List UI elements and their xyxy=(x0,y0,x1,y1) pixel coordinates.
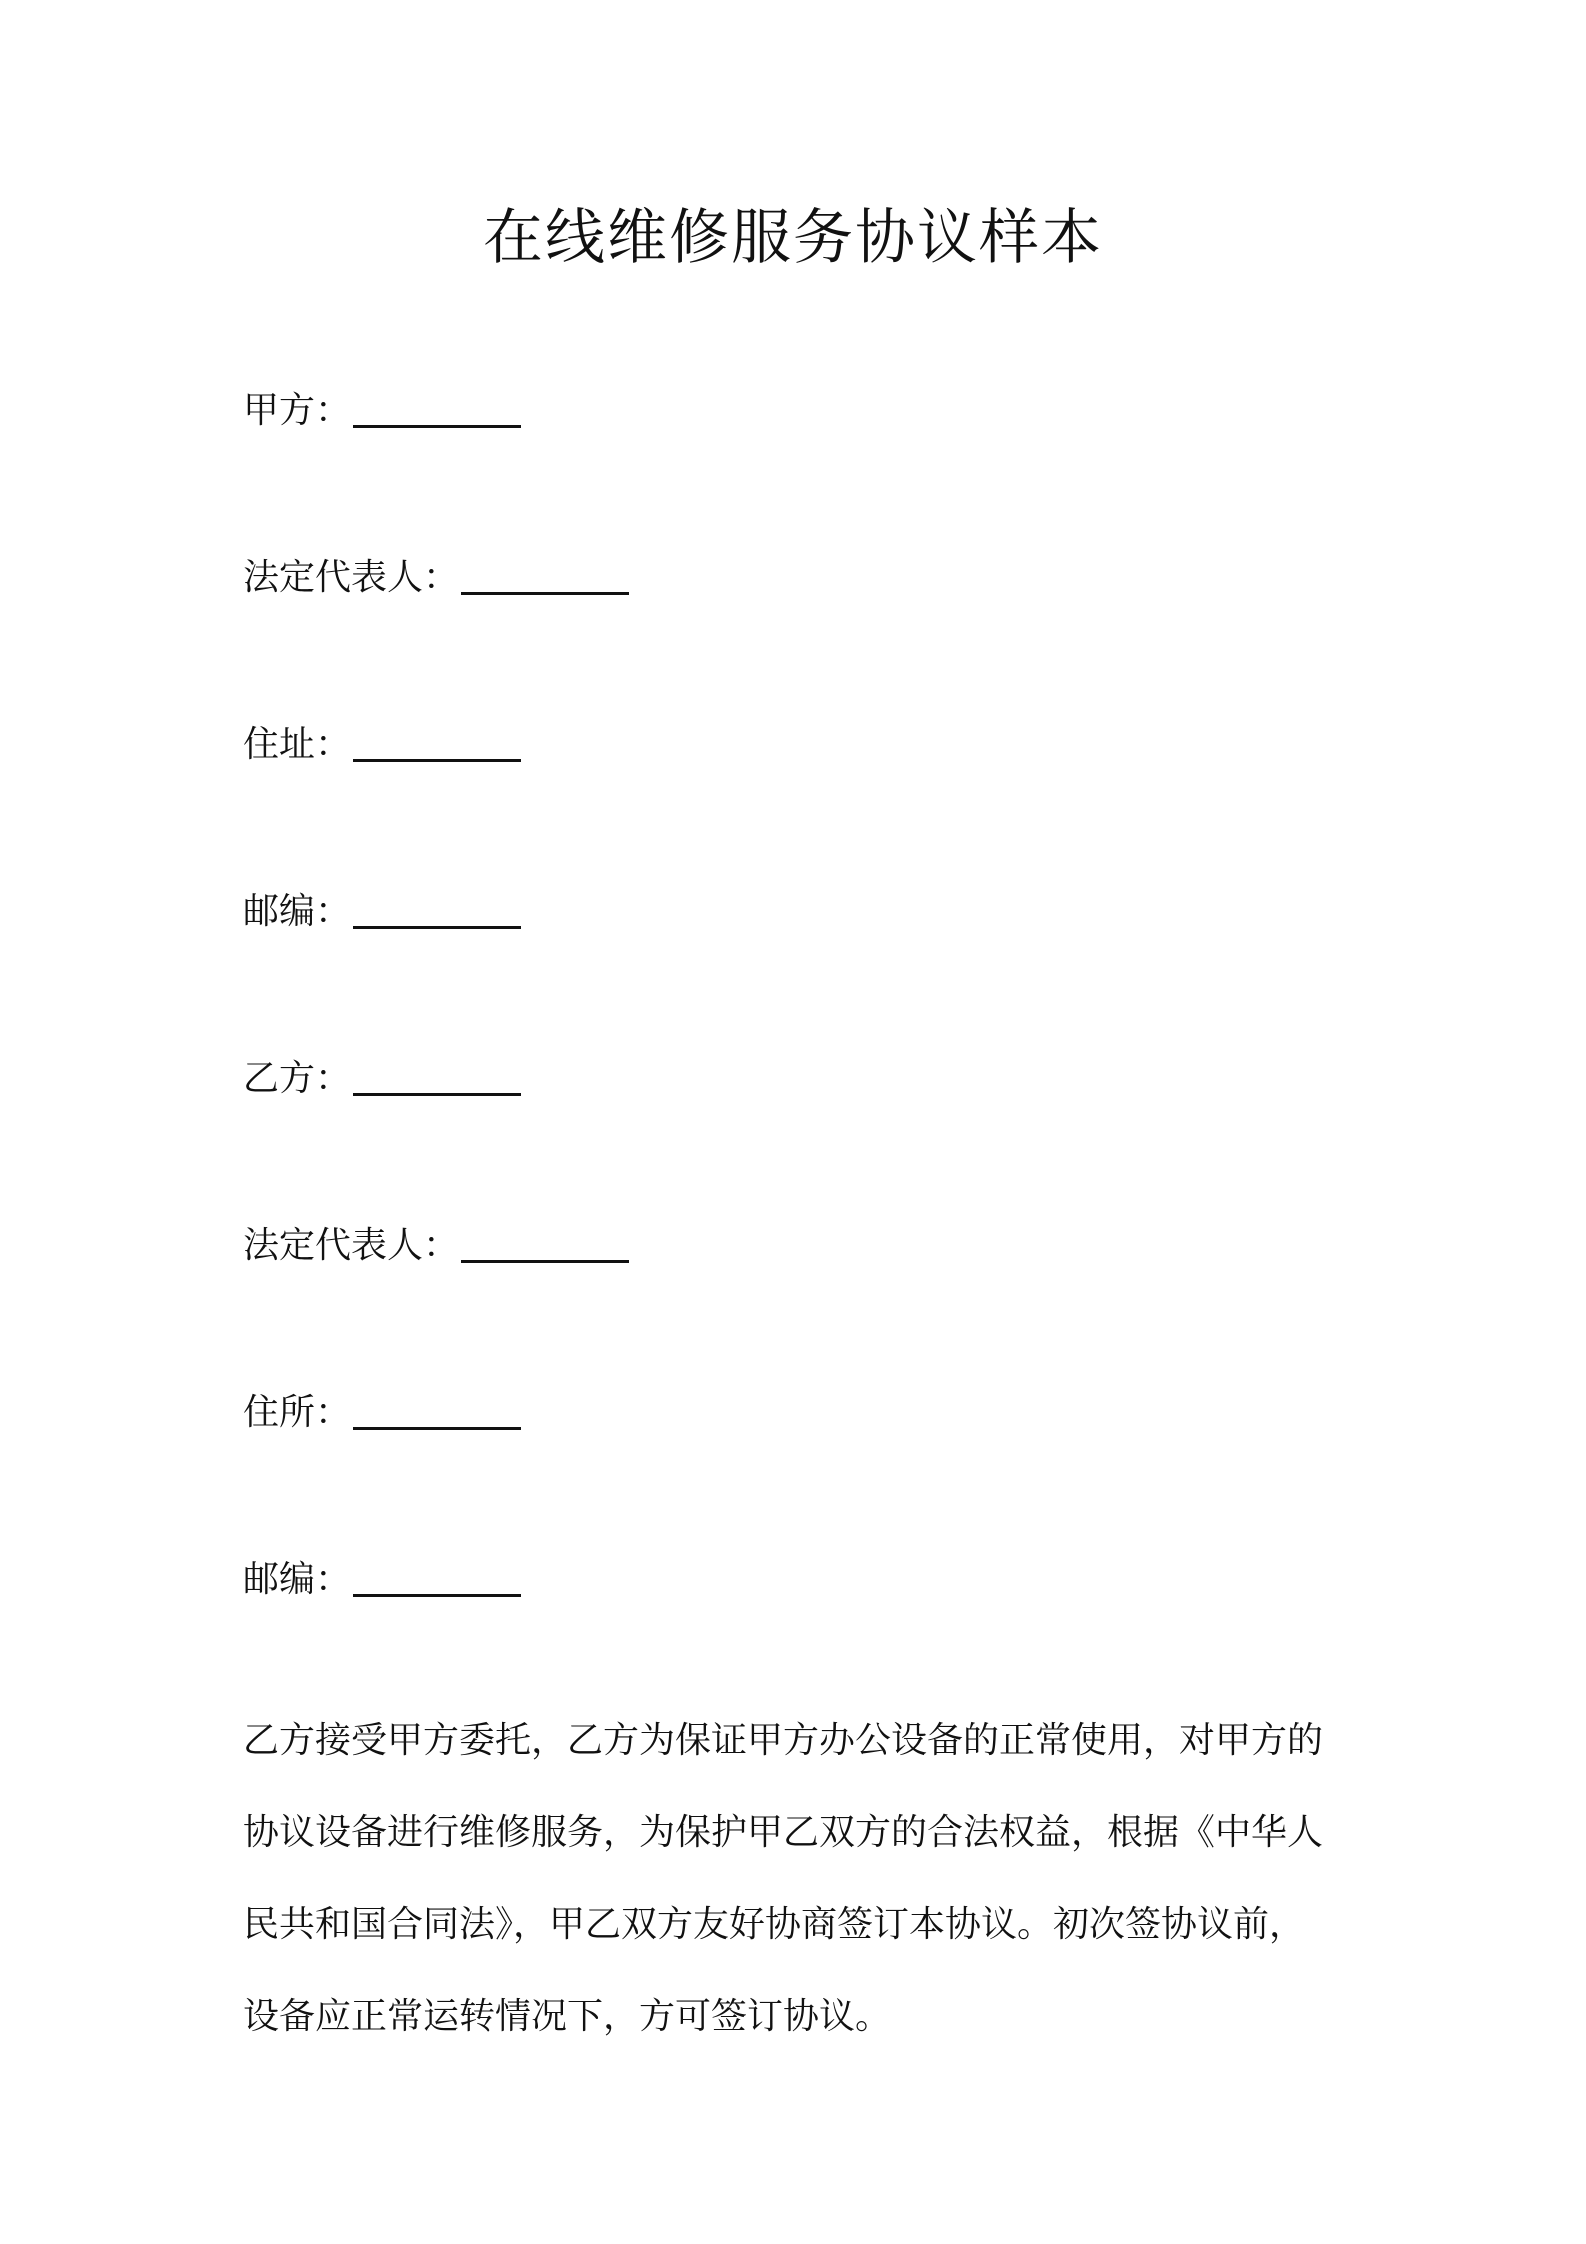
party-a-blank xyxy=(353,387,521,428)
paragraph-line: 协议设备进行维修服务，为保护甲乙双方的合法权益，根据《中华人 xyxy=(243,1812,1324,1853)
party-a-postcode-label: 邮编： xyxy=(243,891,352,932)
paragraph-line: 民共和国合同法》，甲乙双方友好协商签订本协议。初次签协议前， xyxy=(243,1904,1306,1945)
paragraph-line: 设备应正常运转情况下，方可签订协议。 xyxy=(243,1996,892,2037)
party-b-label: 乙方： xyxy=(243,1058,352,1099)
party-a-label: 甲方： xyxy=(243,390,352,431)
party-a-postcode-field xyxy=(243,879,521,935)
party-b-residence-field xyxy=(243,1380,521,1436)
party-b-legal-rep-label: 法定代表人： xyxy=(243,1225,460,1266)
document-title: 在线维修服务协议样本 xyxy=(483,203,1103,273)
party-b-legal-rep-field xyxy=(243,1213,629,1269)
party-b-field xyxy=(243,1046,521,1102)
party-b-legal-rep-blank xyxy=(461,1222,629,1263)
party-a-legal-rep-field xyxy=(243,545,629,601)
party-a-field xyxy=(243,378,521,434)
party-a-address-label: 住址： xyxy=(243,724,352,765)
party-b-blank xyxy=(353,1055,521,1096)
agreement-intro-paragraph xyxy=(243,1695,1358,2063)
party-b-postcode-field xyxy=(243,1547,521,1603)
party-b-residence-blank xyxy=(353,1389,521,1430)
party-a-legal-rep-label: 法定代表人： xyxy=(243,557,460,598)
party-a-postcode-blank xyxy=(353,888,521,929)
party-a-address-field xyxy=(243,712,521,768)
party-b-postcode-blank xyxy=(353,1556,521,1597)
paragraph-line: 乙方接受甲方委托，乙方为保证甲方办公设备的正常使用，对甲方的 xyxy=(243,1720,1324,1761)
party-a-address-blank xyxy=(353,721,521,762)
party-b-postcode-label: 邮编： xyxy=(243,1559,352,1600)
party-b-residence-label: 住所： xyxy=(243,1392,352,1433)
party-a-legal-rep-blank xyxy=(461,554,629,595)
